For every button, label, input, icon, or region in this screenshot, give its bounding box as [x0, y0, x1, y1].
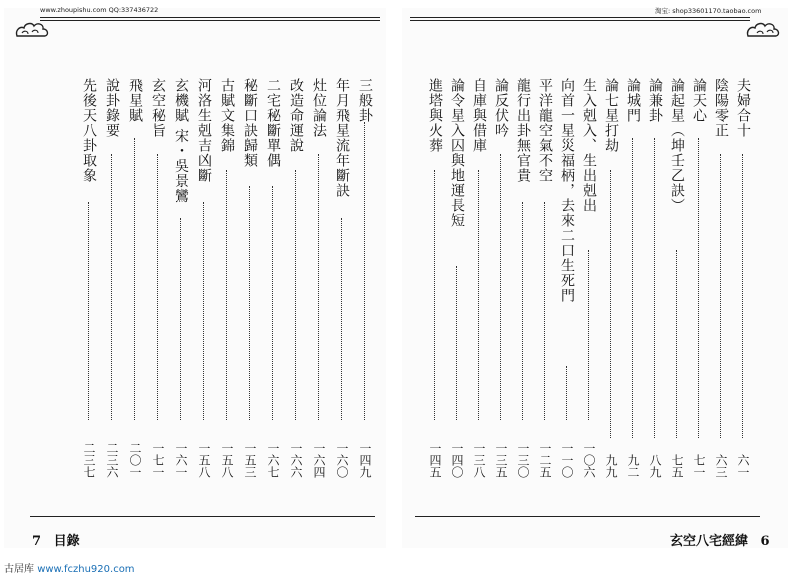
toc-entry-title: 灶位論法: [311, 78, 327, 138]
toc-entry: [602, 78, 620, 478]
toc-entry-page: 一五三: [243, 442, 257, 478]
toc-entry-page: 一六〇: [335, 442, 349, 478]
toc-entry: [287, 78, 305, 478]
toc-entry-title: 秘斷口訣歸類: [242, 78, 258, 168]
toc-entry: [195, 78, 213, 478]
header-url-right: 淘宝: shop33601170.taobao.com: [655, 7, 762, 15]
toc-leader-dots: [249, 186, 250, 420]
toc-entry: [172, 78, 190, 478]
toc-entry-title: 論七星打劫: [603, 78, 619, 153]
header-rule: [40, 17, 380, 18]
toc-entry-title: 玄機賦 宋・吳景鸞: [173, 78, 189, 204]
toc-entry-page: 七一: [692, 454, 706, 478]
toc-entry: [580, 78, 598, 478]
toc-entry-page: 一一〇: [560, 442, 574, 478]
toc-entry-title: 生入剋入、生出剋出: [581, 78, 597, 213]
toc-entry: [426, 78, 444, 478]
toc-entry: [218, 78, 236, 478]
toc-entry-title: 論天心: [691, 78, 707, 123]
toc-leader-dots: [654, 138, 655, 438]
toc-entry-title: 自庫與借庫: [471, 78, 487, 153]
toc-entry-title: 先後天八卦取象: [81, 78, 97, 183]
toc-entry-title: 陰陽零正: [713, 78, 729, 138]
toc-leader-dots: [226, 170, 227, 420]
toc-entry: [470, 78, 488, 478]
toc-entry-page: 一三五: [494, 442, 508, 478]
toc-entry: [448, 78, 466, 478]
toc-entry-page: 一六六: [289, 442, 303, 478]
toc-leader-dots: [272, 186, 273, 420]
toc-entry-title: 年月飛星流年斷訣: [334, 78, 350, 198]
toc-entry-title: 論起星（坤壬乙訣）: [669, 78, 685, 213]
toc-entry-title: 二宅秘斷單偶: [265, 78, 281, 168]
footer-rule: [415, 516, 760, 517]
toc-entry-page: 一三〇: [516, 442, 530, 478]
toc-entry-title: 論兼卦: [647, 78, 663, 123]
toc-entry-page: 一四九: [358, 442, 372, 478]
header-rule: [410, 20, 750, 21]
left-footer: [32, 530, 80, 549]
toc-entry: [241, 78, 259, 478]
page-number: 7: [32, 534, 42, 549]
toc-entry: [514, 78, 532, 478]
toc-entry-page: 一七一: [151, 442, 165, 478]
toc-entry: [126, 78, 144, 478]
toc-entry: [646, 78, 664, 478]
header-url-left: www.zhoupishu.com QQ:337436722: [40, 6, 159, 14]
toc-entry-title: 夫婦合十: [735, 78, 751, 138]
toc-entry-page: 一六四: [312, 442, 326, 478]
cloud-ornament-icon: [745, 18, 781, 40]
toc-entry: [310, 78, 328, 478]
toc-entry-page: 一〇六: [582, 442, 596, 478]
toc-leader-dots: [566, 366, 567, 420]
toc-entry: [356, 78, 374, 478]
toc-entry-title: 向首一星災福柄，去來二口生死門: [559, 78, 575, 303]
right-footer: [670, 530, 770, 549]
toc-entry: [536, 78, 554, 478]
toc-entry: [712, 78, 730, 478]
toc-leader-dots: [742, 154, 743, 438]
toc-leader-dots: [588, 250, 589, 420]
toc-entry-page: 一三八: [472, 442, 486, 478]
toc-entry-page: 九二: [626, 454, 640, 478]
toc-leader-dots: [544, 202, 545, 420]
toc-entry-page: 一五八: [220, 442, 234, 478]
watermark: [0, 560, 144, 579]
toc-entry-title: 龍行出卦無官貴: [515, 78, 531, 183]
toc-entry: [734, 78, 752, 478]
header-rule: [40, 20, 380, 21]
toc-entry-page: 八九: [648, 454, 662, 478]
toc-leader-dots: [295, 170, 296, 420]
watermark-url: www.fczhu920.com: [37, 564, 135, 575]
toc-entry-title: 古賦文集錦: [219, 78, 235, 153]
toc-entry: [558, 78, 576, 478]
toc-leader-dots: [364, 122, 365, 420]
toc-entry: [264, 78, 282, 478]
toc-entry-page: 二三六: [105, 442, 119, 478]
toc-entry: [624, 78, 642, 478]
toc-leader-dots: [111, 154, 112, 420]
toc-entry-page: 六三: [714, 454, 728, 478]
toc-entry-title: 論反伏吟: [493, 78, 509, 138]
page-number: 6: [760, 534, 770, 549]
toc-leader-dots: [134, 138, 135, 420]
toc-entry-title: 玄空秘旨: [150, 78, 166, 138]
toc-leader-dots: [632, 138, 633, 438]
toc-entry: [668, 78, 686, 478]
toc-entry: [149, 78, 167, 478]
toc-leader-dots: [500, 154, 501, 420]
toc-entry-page: 一六七: [266, 442, 280, 478]
cloud-ornament-icon: [14, 18, 50, 40]
toc-leader-dots: [610, 170, 611, 438]
toc-entry: [492, 78, 510, 478]
toc-leader-dots: [434, 170, 435, 420]
toc-entry-title: 論城門: [625, 78, 641, 123]
toc-entry: [103, 78, 121, 478]
toc-entry-title: 論令星入囚與地運長短: [449, 78, 465, 228]
toc-entry-page: 二三七: [82, 442, 96, 478]
toc-entry-page: 一四〇: [450, 442, 464, 478]
toc-entry-title: 改造命運說: [288, 78, 304, 153]
toc-entry-page: 九九: [604, 454, 618, 478]
toc-entry-page: 二〇一: [128, 442, 142, 478]
toc-entry-page: 一二五: [538, 442, 552, 478]
toc-leader-dots: [180, 218, 181, 420]
toc-entry-title: 平洋龍空氣不空: [537, 78, 553, 183]
toc-entry: [80, 78, 98, 478]
toc-entry-page: 一四五: [428, 442, 442, 478]
toc-entry-title: 飛星賦: [127, 78, 143, 123]
book-title: 玄空八宅經緯: [670, 534, 749, 549]
toc-entry-title: 河洛生剋吉凶斷: [196, 78, 212, 183]
watermark-prefix: 古居库: [4, 564, 34, 575]
toc-leader-dots: [698, 138, 699, 438]
footer-label: 目錄: [53, 534, 80, 549]
toc-entry-page: 六一: [736, 454, 750, 478]
toc-leader-dots: [478, 170, 479, 420]
toc-leader-dots: [720, 154, 721, 438]
toc-leader-dots: [522, 202, 523, 420]
toc-leader-dots: [456, 266, 457, 420]
toc-entry-title: 三般卦: [357, 78, 373, 123]
toc-leader-dots: [157, 154, 158, 420]
toc-leader-dots: [88, 202, 89, 420]
toc-entry-page: 七五: [670, 454, 684, 478]
toc-entry: [333, 78, 351, 478]
toc-leader-dots: [203, 202, 204, 420]
footer-rule: [30, 516, 375, 517]
toc-leader-dots: [341, 218, 342, 420]
toc-entry: [690, 78, 708, 478]
toc-entry-title: 進塔與火葬: [427, 78, 443, 153]
toc-entry-title: 說卦錄要: [104, 78, 120, 138]
toc-entry-page: 一五八: [197, 442, 211, 478]
toc-leader-dots: [318, 154, 319, 420]
toc-leader-dots: [676, 250, 677, 438]
header-rule: [410, 17, 750, 18]
toc-entry-page: 一六一: [174, 442, 188, 478]
book-gutter: [386, 0, 402, 579]
